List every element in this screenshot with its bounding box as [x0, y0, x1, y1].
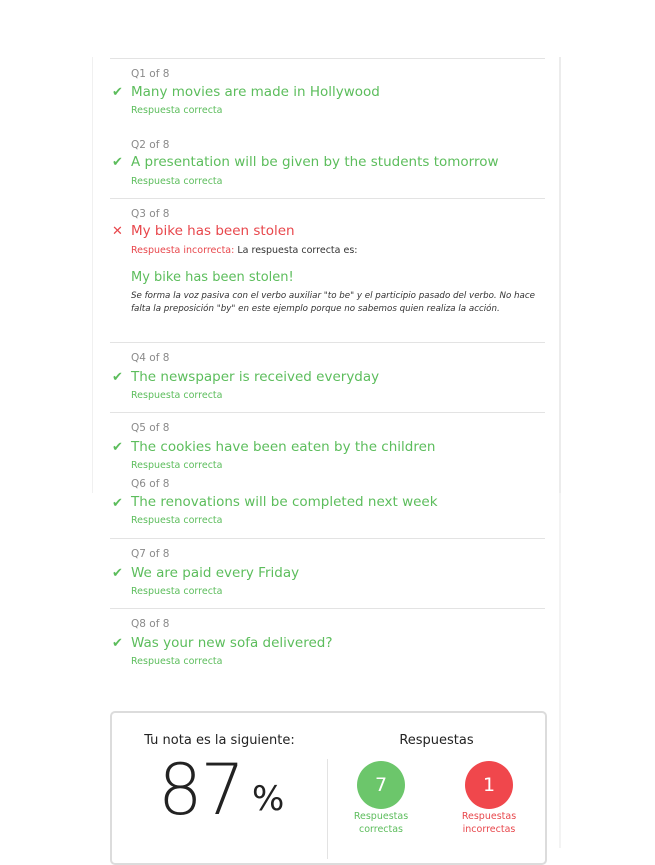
answer-status: Respuesta correcta [131, 460, 223, 471]
question-item-3 [110, 206, 545, 266]
question-item-5 [110, 420, 545, 475]
question-title: We are paid every Friday [131, 565, 300, 581]
question-title: Many movies are made in Hollywood [131, 84, 380, 100]
question-item-7 [110, 546, 545, 606]
answer-status: Respuesta correcta [131, 176, 223, 187]
panel-border-left [92, 57, 93, 493]
answer-status: Respuesta correcta [131, 515, 223, 526]
score-summary-card [110, 711, 547, 865]
question-title: Was your new sofa delivered? [131, 635, 333, 651]
answer-status: Respuesta correcta [131, 586, 223, 597]
cross-icon: ✕ [112, 224, 123, 239]
check-icon: ✔ [112, 636, 123, 651]
check-icon: ✔ [112, 370, 123, 385]
percent-sign: % [252, 779, 285, 819]
question-title: A presentation will be given by the students tomorrow [131, 154, 499, 170]
correct-answer: My bike has been stolen! [131, 270, 294, 285]
answer-status: Respuesta correcta [131, 390, 223, 401]
separator [110, 608, 545, 609]
check-icon: ✔ [112, 496, 123, 511]
separator [110, 198, 545, 199]
question-title: My bike has been stolen [131, 223, 295, 239]
question-item-2 [110, 137, 545, 197]
explanation-text: Se forma la voz pasiva con el verbo auxiliar "to be" y el participio pasado del verbo. No hace falta la preposición "by" en este ejemplo porque no sabemos quien realiza la acción. [131, 291, 535, 314]
correct-answer-intro: La respuesta correcta es: [237, 245, 358, 256]
check-icon: ✔ [112, 440, 123, 455]
separator [110, 58, 545, 59]
check-icon: ✔ [112, 155, 123, 170]
responses-label: Respuestas [399, 733, 474, 748]
question-number: Q2 of 8 [131, 139, 170, 151]
answer-status [131, 244, 358, 257]
grade-value: 87 [158, 749, 244, 831]
incorrect-count-badge: 1 [465, 761, 513, 809]
question-number: Q5 of 8 [131, 422, 170, 434]
question-item-6 [110, 476, 545, 531]
question-item-4 [110, 350, 545, 410]
question-number: Q3 of 8 [131, 208, 170, 220]
answer-status: Respuesta correcta [131, 105, 223, 116]
panel-border-right [559, 57, 561, 493]
question-title: The newspaper is received everyday [131, 369, 380, 385]
panel-border-right-lower [559, 493, 561, 848]
separator [110, 412, 545, 413]
question-number: Q8 of 8 [131, 618, 170, 630]
question-number: Q1 of 8 [131, 68, 170, 80]
question-number: Q7 of 8 [131, 548, 170, 560]
question-number: Q6 of 8 [131, 478, 170, 490]
correct-count-label: Respuestas correctas [353, 811, 409, 835]
question-title: The cookies have been eaten by the children [131, 439, 436, 455]
correct-count-badge: 7 [357, 761, 405, 809]
incorrect-label: Respuesta incorrecta: [131, 245, 235, 256]
question-title: The renovations will be completed next week [131, 494, 438, 510]
answer-explanation [131, 269, 543, 315]
question-number: Q4 of 8 [131, 352, 170, 364]
incorrect-count-label: Respuestas incorrectas [461, 811, 517, 835]
check-icon: ✔ [112, 85, 123, 100]
answer-status: Respuesta correcta [131, 656, 223, 667]
separator [110, 342, 545, 343]
grade-label: Tu nota es la siguiente: [144, 733, 295, 748]
separator [110, 538, 545, 539]
question-item-1 [110, 66, 545, 126]
check-icon: ✔ [112, 566, 123, 581]
question-item-8 [110, 616, 545, 676]
summary-divider [327, 759, 328, 859]
